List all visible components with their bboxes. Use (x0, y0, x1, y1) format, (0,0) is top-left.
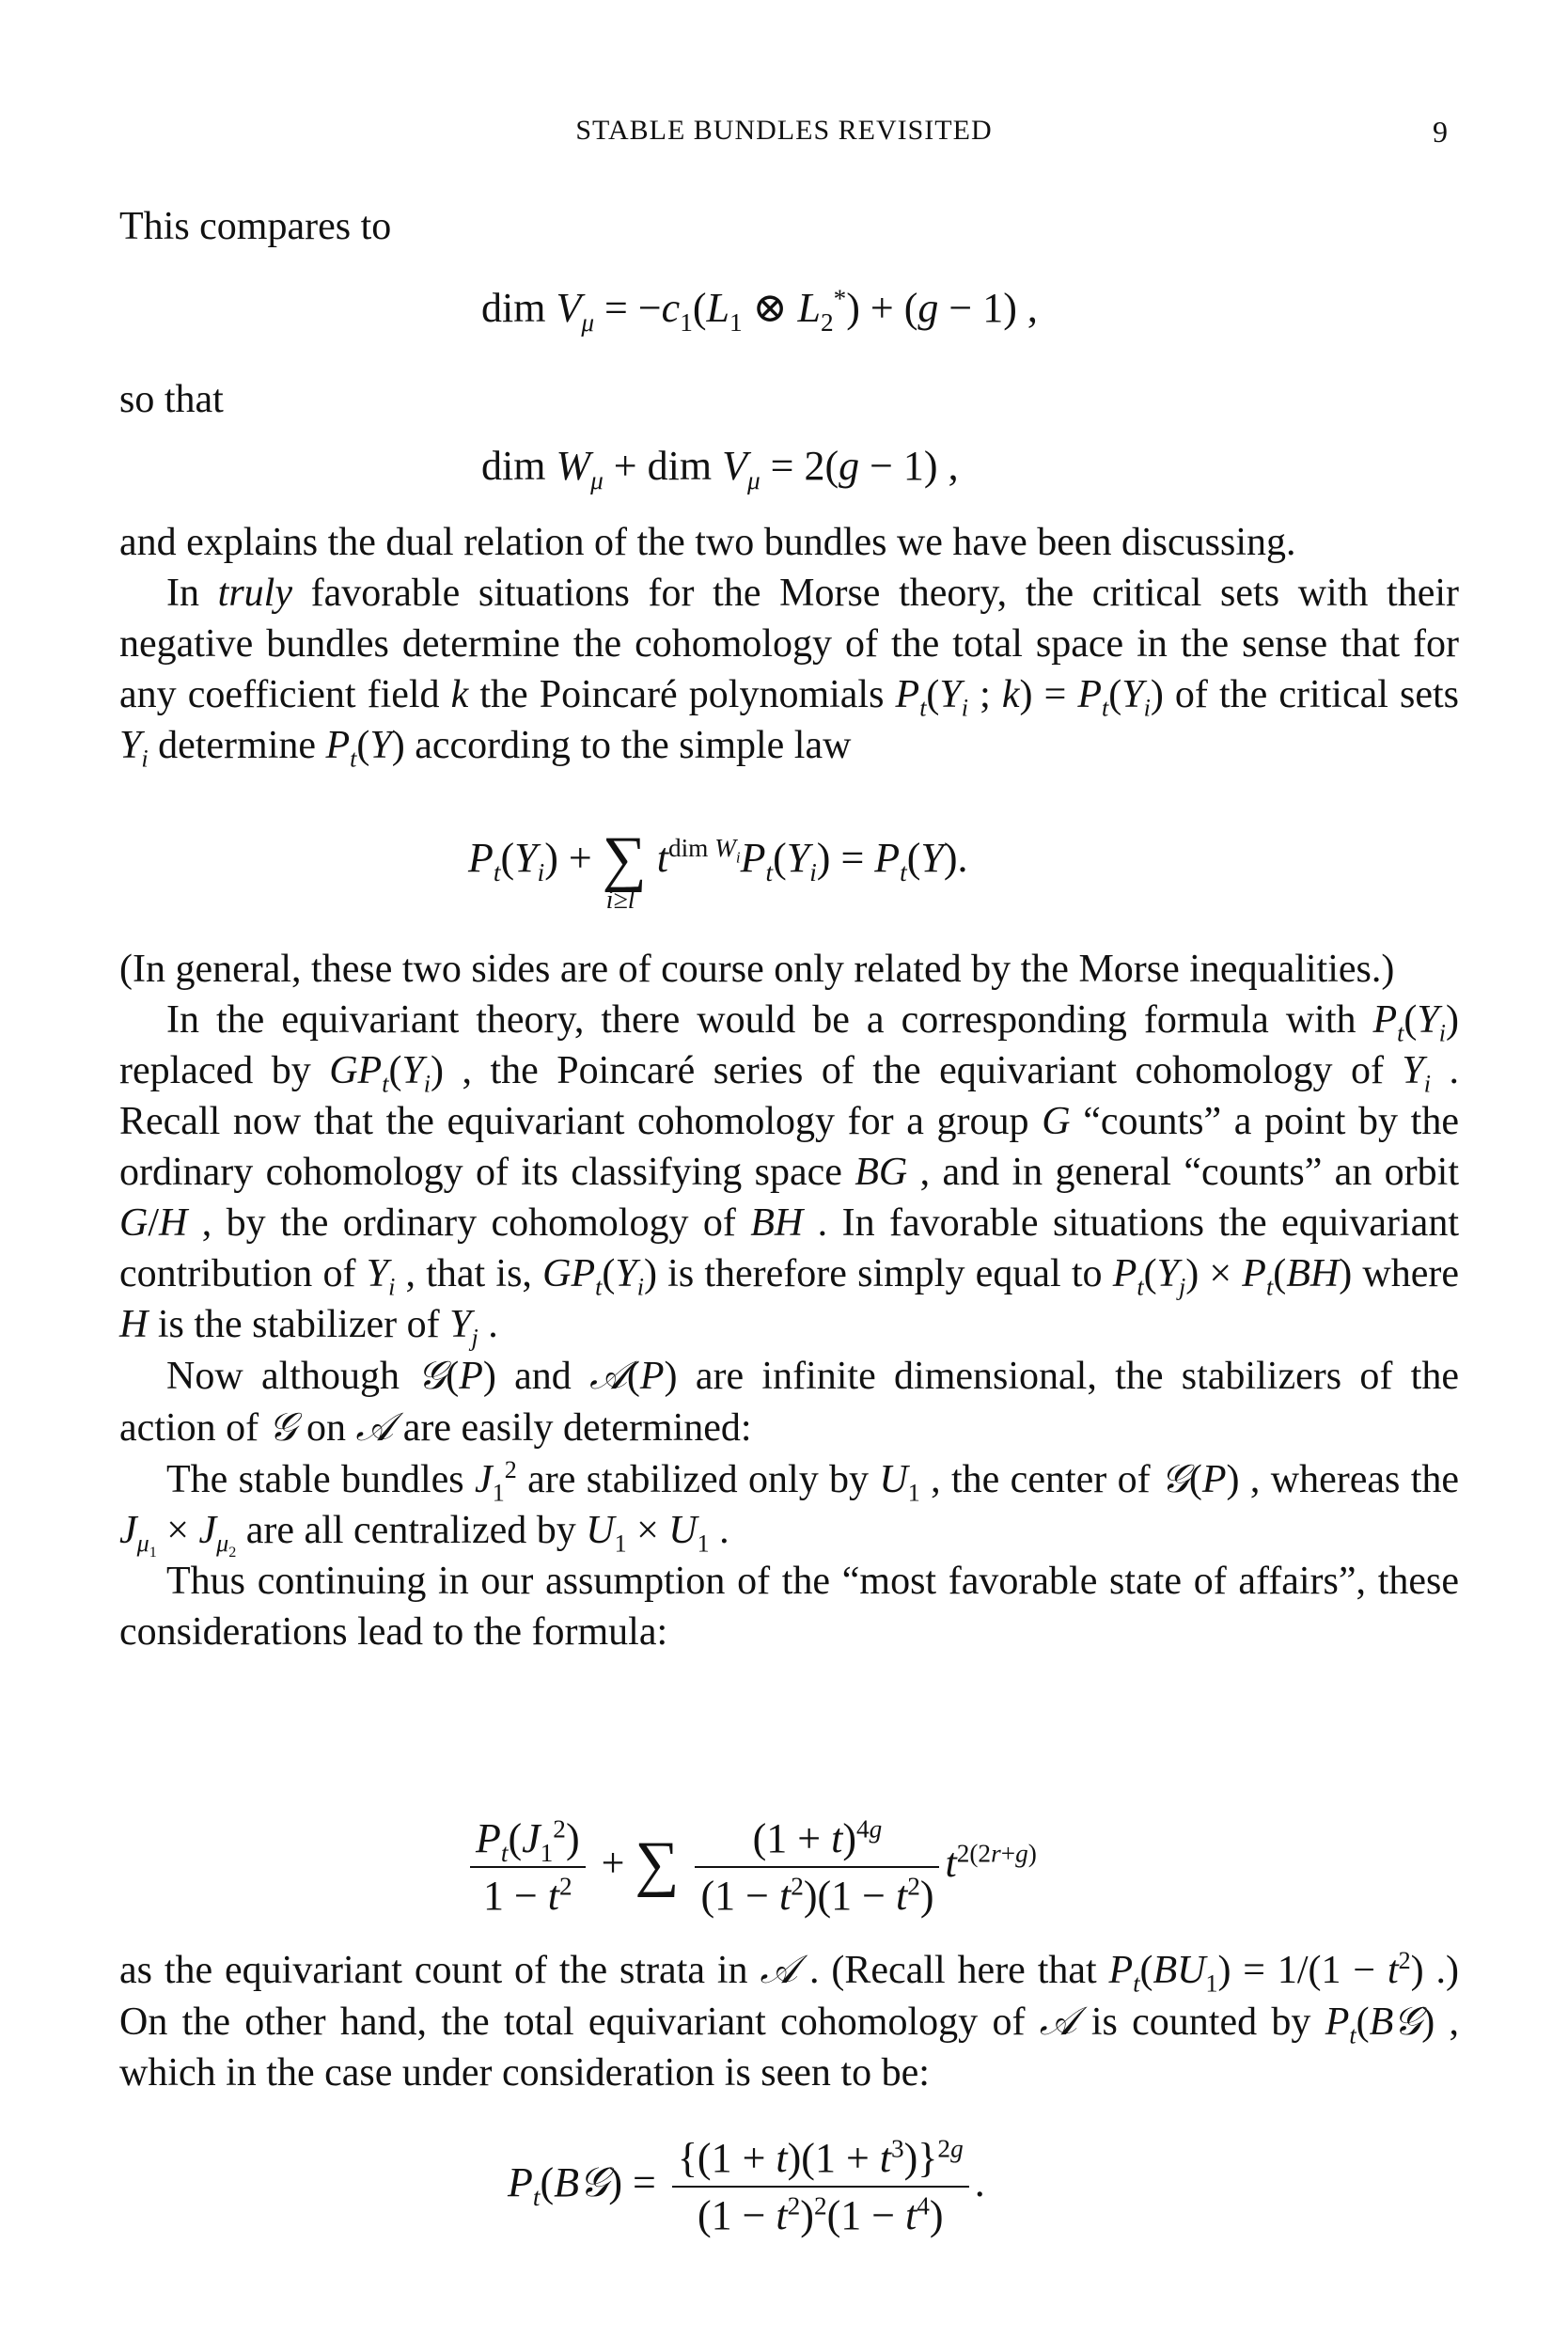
text-equivariant-theory: In the equivariant theory, there would be a corresponding formula with $P_t(Y_i)$ replaced by $GP_t(Y_i)$ , the Poincaré series of the equivariant cohomology of $Y_i$ . Recall now that the equivariant cohomology for a group G “counts” a point by the ordinary cohomology of its classifying space BG , and in general “counts” an orbit G/H , by the ordinary cohomology of BH . In favorable situations the equivariant contribution of $Y_i$ , that is, $GP_t(Y_i)$ is therefore simply equal to $P_t(Y_j) \times P_t(BH)$ where H is the stabilizer of $Y_j$ . (119, 998, 1460, 1352)
page-number: 9 (1433, 115, 1448, 149)
text-equivariant-count: as the equivariant count of the strata in 𝒜 . (Recall here that $P_t(BU_1) = 1/(1 - t^2)$ .) On the other hand, the total equivariant cohomology of 𝒜 is counted by $P_t(B𝒢)$ , which in the case under consideration is seen to be: (119, 1946, 1460, 2095)
equation-morse-law: $P_t(Y_i)$ + ∑ i≥l $t^{dim W_i}P_t(Y_i) = P_t(Y)$. (468, 824, 968, 915)
equation-equivariant-count: $\frac{P_t(J_1^2)}{1 - t^2}$ + ∑ $\frac{(1 + t)^{4g}}{(1 - t^2)(1 - t^2)}$ $t^{2(2r+g)}$ (464, 1814, 1037, 1920)
text-stable-bundles: The stable bundles $J_1^2$ are stabilized only by $U_1$ , the center of 𝒢(P) , whereas the $J_{\mu_1} \times J_{\mu_2}$ are all centralized by $U_1 \times U_1$ . (119, 1455, 1460, 1561)
paragraph-so-that (119, 374, 1459, 425)
text-truly-favorable: In truly favorable situations for the Morse theory, the critical sets with their negative bundles determine the cohomology of the total space in the sense that for any coefficient field k the Poincaré polynomials $P_t(Y_i$ ; $k) = P_t(Y_i)$ of the critical sets $Y_i$ determine $P_t(Y)$ according to the simple law (119, 572, 1459, 773)
paragraph-main-1 (119, 517, 1459, 771)
page-header (0, 111, 1568, 149)
equation-dim-sum: dim $W_\mu$ + dim $V_\mu = 2(g - 1)$ , (481, 443, 959, 494)
text-now-although-lead: Now although (166, 1355, 400, 1398)
paragraph-main-3 (119, 1944, 1459, 2098)
equation-dim-v-mu: dim $V_\mu = -c_1(L_1$ ⊗ $L_2^*) + (g - 1)$ , (481, 284, 1038, 337)
text-so-that: so that (119, 378, 224, 421)
text-now-although: Now although 𝒢(P) and 𝒜(P) are infinite dimensional, the stabilizers of the action of 𝒢 on 𝒜 are easily determined: (119, 1352, 1459, 1450)
text-stable-bundles-lead: The stable bundles (166, 1458, 464, 1501)
paragraph-main-2 (119, 944, 1459, 1657)
paragraph-this-compares (119, 201, 1459, 252)
text-dual-relation: and explains the dual relation of the two bundles we have been discussing. (119, 521, 1296, 564)
equation-pt-bg: $P_t(B𝒢)$ = $\frac{\{(1 + t)(1 + t^3)\}^{2g}}{(1 - t^2)^2(1 - t^4)}$ . (508, 2134, 985, 2238)
running-head: STABLE BUNDLES REVISITED (575, 115, 993, 146)
text-morse-inequalities: (In general, these two sides are of course only related by the Morse inequalities.) (119, 948, 1395, 991)
fraction-sum-term: $\frac{(1 + t)^{4g}}{(1 - t^2)(1 - t^2)}$ (695, 1814, 939, 1920)
fraction-pt-bg: $\frac{\{(1 + t)(1 + t^3)\}^{2g}}{(1 - t^2)^2(1 - t^4)}$ (672, 2134, 969, 2239)
text-this-compares-to: This compares to (119, 205, 392, 248)
text-thus-continuing: Thus continuing in our assumption of the “most favorable state of affairs”, these considerations lead to the formula: (119, 1560, 1459, 1654)
fraction-pt-j: $\frac{P_t(J_1^2)}{1 - t^2}$ (470, 1814, 586, 1920)
